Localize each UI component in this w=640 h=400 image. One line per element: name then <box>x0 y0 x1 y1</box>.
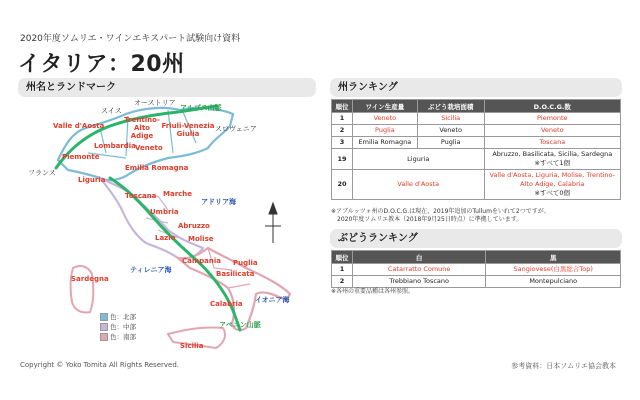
production-cell: Veneto <box>352 113 417 125</box>
grape-ranking-table <box>331 250 621 288</box>
copyright-text: Copyright © Yoko Tomita All Rights Reserved. <box>20 361 180 369</box>
label-umbria: Umbria <box>150 208 179 216</box>
white-grape-cell: Catarratto Comune <box>352 264 485 276</box>
legend-swatch-central <box>100 323 108 331</box>
label-tyrrhenian-sea: ティレニア海 <box>130 266 172 274</box>
label-marche: Marche <box>163 190 193 198</box>
map-section-title: 州名とランドマーク <box>26 82 116 93</box>
label-calabria: Calabria <box>210 300 243 308</box>
area-cell: Puglia <box>417 137 484 149</box>
rank-cell: 19 <box>332 149 353 170</box>
table-header-row <box>332 100 621 113</box>
table-header-row <box>332 251 621 264</box>
south-inner-borders <box>208 248 250 288</box>
region-ranking-header <box>330 78 622 97</box>
label-apennines: アペニン山脈 <box>219 321 261 329</box>
sardinia-outline <box>71 266 94 313</box>
label-sardegna: Sardegna <box>71 275 109 283</box>
legend-swatch-north <box>100 313 108 321</box>
area-cell: Sicilia <box>417 113 484 125</box>
note-line-2: 2020年度ソムリエ教本（2018年9月25日時点）に準拠しています。 <box>337 216 523 223</box>
legend-south <box>100 332 136 341</box>
black-grape-cell: Montepulciano <box>486 276 621 288</box>
col-header-production: ワイン生産量 <box>352 100 417 113</box>
region-ranking-note <box>331 208 550 224</box>
table-row <box>332 113 621 125</box>
label-switzerland: スイス <box>101 107 122 115</box>
table-row <box>332 276 621 288</box>
label-liguria: Liguria <box>78 176 106 184</box>
label-valle-daosta: Valle d'Aosta <box>53 122 105 130</box>
label-slovenia: スロヴェニア <box>215 125 257 133</box>
rank-cell: 1 <box>332 264 353 276</box>
legend-label-north: 色：北部 <box>110 313 136 321</box>
docg-cell: Veneto <box>484 125 620 137</box>
table-row <box>332 125 621 137</box>
label-trentino: Trentino-Alto Adige <box>124 116 160 140</box>
document-subtitle: 2020年度ソムリエ・ワインエキスパート試験向け資料 <box>20 34 241 44</box>
grape-ranking-title: ぶどうランキング <box>338 233 418 244</box>
rank-cell: 1 <box>332 113 353 125</box>
region-ranking-table <box>331 99 621 200</box>
label-veneto: Veneto <box>135 144 163 152</box>
table-row <box>332 264 621 276</box>
label-alps: アルプス山脈 <box>180 104 222 112</box>
label-lombardia: Lombardia <box>94 142 136 150</box>
label-puglia: Puglia <box>233 259 258 267</box>
label-abruzzo: Abruzzo <box>178 222 210 230</box>
docg-value: Abruzzo, Basilicata, Sicilia, Sardegna <box>492 150 613 158</box>
rank-cell: 20 <box>332 170 353 200</box>
legend-north <box>100 312 136 321</box>
docg-note: ※すべて0個 <box>534 189 570 197</box>
docg-cell: Toscana <box>484 137 620 149</box>
grape-ranking-header <box>330 229 622 248</box>
legend-label-south: 色：南部 <box>110 333 136 341</box>
merged-cell: Valle d'Aosta <box>352 170 484 200</box>
rank-cell: 2 <box>332 276 353 288</box>
label-ionian-sea: イオニア海 <box>255 296 290 304</box>
compass-icon <box>265 203 281 243</box>
rank-cell: 3 <box>332 137 353 149</box>
label-lazio: Lazio <box>155 234 176 242</box>
col-header-rank: 順位 <box>332 251 353 264</box>
label-france: フランス <box>28 169 56 177</box>
label-campania: Campania <box>182 257 221 265</box>
production-cell: Puglia <box>352 125 417 137</box>
region-ranking-title: 州ランキング <box>338 82 398 93</box>
label-molise: Molise <box>188 235 214 243</box>
grape-ranking-note: ※各州の重要品種は各州参照。 <box>331 288 415 295</box>
map-section-header <box>18 78 316 97</box>
docg-cell: Piemonte <box>484 113 620 125</box>
italy-map <box>18 98 318 353</box>
note-line-1: ※アブルッツォ州のD.O.C.G.は現在、2019年追加のTullumをいれて2つですが、 <box>331 208 550 215</box>
docg-value: Valle d'Aosta, Liguria, Molise, Trentino-Alto Adige, Calabria <box>489 171 615 188</box>
col-header-docg: D.O.C.G.数 <box>484 100 620 113</box>
label-adriatic-sea: アドリア海 <box>201 198 236 206</box>
label-emilia-romagna: Emilia Romagna <box>125 164 189 172</box>
table-row <box>332 170 621 200</box>
docg-cell <box>484 149 620 170</box>
legend-central <box>100 322 136 331</box>
label-toscana: Toscana <box>125 192 157 200</box>
area-cell: Veneto <box>417 125 484 137</box>
legend-swatch-south <box>100 333 108 341</box>
white-grape-cell: Trebbiano Toscano <box>352 276 485 288</box>
col-header-white: 白 <box>352 251 485 264</box>
legend-label-central: 色：中部 <box>110 323 136 331</box>
label-piemonte: Piemonte <box>62 153 100 161</box>
docg-note: ※すべて1個 <box>534 159 570 167</box>
table-row <box>332 149 621 170</box>
col-header-black: 黒 <box>486 251 621 264</box>
col-header-rank: 順位 <box>332 100 353 113</box>
black-grape-cell: Sangiovese(白黒総合Top) <box>486 264 621 276</box>
label-austria: オーストリア <box>134 99 176 107</box>
page-title: イタリア：20州 <box>18 52 185 77</box>
label-sicilia: Sicilia <box>180 342 204 350</box>
col-header-area: ぶどう栽培面積 <box>417 100 484 113</box>
label-basilicata: Basilicata <box>216 270 255 278</box>
table-row <box>332 137 621 149</box>
docg-cell <box>484 170 620 200</box>
rank-cell: 2 <box>332 125 353 137</box>
label-friuli: Friuli-Venezia Giulia <box>161 122 215 138</box>
production-cell: Emilia Romagna <box>352 137 417 149</box>
merged-cell: Liguria <box>352 149 484 170</box>
reference-text: 参考資料：日本ソムリエ協会教本 <box>511 362 616 370</box>
